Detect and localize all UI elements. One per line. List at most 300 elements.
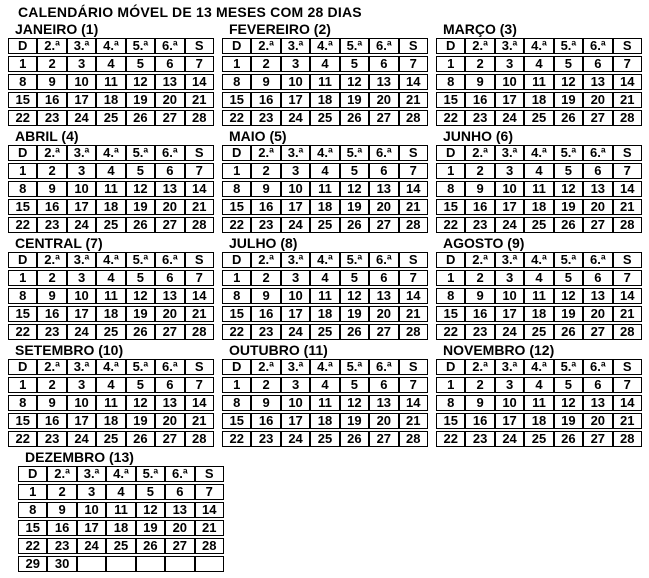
day-cell: 26 — [554, 324, 583, 340]
day-cell: 14 — [399, 395, 428, 411]
day-cell: 5 — [126, 270, 155, 286]
week-row — [222, 324, 428, 340]
weekday-header-cell: 4.ª — [310, 145, 339, 161]
week-row — [436, 92, 642, 108]
day-cell: 7 — [399, 270, 428, 286]
day-cell: 2 — [47, 484, 76, 500]
day-cell: 16 — [251, 92, 280, 108]
week-row — [436, 217, 642, 233]
day-cell: 20 — [583, 92, 612, 108]
weekday-header-row — [222, 145, 428, 161]
day-cell: 5 — [340, 56, 369, 72]
day-cell: 8 — [222, 181, 251, 197]
day-cell: 9 — [465, 74, 494, 90]
month-block — [436, 235, 642, 342]
day-cell: 12 — [340, 288, 369, 304]
weekday-header-cell: 3.ª — [67, 252, 96, 268]
weekday-header-cell: 5.ª — [126, 359, 155, 375]
day-cell: 14 — [613, 181, 642, 197]
calendar-grid-row — [8, 128, 649, 235]
month-block — [222, 342, 428, 449]
day-cell: 18 — [96, 199, 125, 215]
day-cell: 27 — [583, 110, 612, 126]
page-title: CALENDÁRIO MÓVEL DE 13 MESES COM 28 DIAS — [18, 4, 362, 20]
day-cell: 14 — [613, 288, 642, 304]
weekday-header-cell: 2.ª — [465, 359, 494, 375]
day-cell: 28 — [613, 110, 642, 126]
day-cell: 28 — [185, 110, 214, 126]
week-row — [436, 110, 642, 126]
day-cell: 18 — [96, 92, 125, 108]
day-cell: 23 — [37, 324, 66, 340]
day-cell: 13 — [155, 395, 184, 411]
day-cell: 3 — [281, 163, 310, 179]
weekday-header-cell: 5.ª — [136, 466, 165, 482]
day-cell: 20 — [155, 306, 184, 322]
day-cell: 24 — [495, 110, 524, 126]
day-cell: 14 — [185, 181, 214, 197]
weekday-header-row — [222, 38, 428, 54]
weekday-header-cell: D — [436, 359, 465, 375]
day-cell: 7 — [195, 484, 224, 500]
day-cell: 1 — [436, 377, 465, 393]
day-cell: 26 — [554, 110, 583, 126]
weekday-header-row — [8, 145, 214, 161]
calendar-grid-row — [8, 21, 649, 128]
weekday-header-cell: 6.ª — [155, 145, 184, 161]
day-cell: 26 — [126, 110, 155, 126]
weekday-header-cell: D — [18, 466, 47, 482]
day-cell: 4 — [310, 56, 339, 72]
day-cell: 6 — [583, 377, 612, 393]
day-cell: 21 — [399, 306, 428, 322]
day-cell: 1 — [8, 270, 37, 286]
weekday-header-cell: 2.ª — [37, 145, 66, 161]
weekday-header-cell: 5.ª — [340, 145, 369, 161]
weekday-header-cell: 4.ª — [310, 252, 339, 268]
week-row — [436, 163, 642, 179]
day-cell: 6 — [583, 56, 612, 72]
day-cell: 25 — [106, 538, 135, 554]
day-cell: 11 — [524, 181, 553, 197]
day-cell: 4 — [106, 484, 135, 500]
week-row — [8, 324, 214, 340]
day-cell: 12 — [554, 181, 583, 197]
weekday-header-cell: D — [8, 38, 37, 54]
week-row — [18, 520, 224, 536]
day-cell: 1 — [222, 270, 251, 286]
weekday-header-cell: 4.ª — [96, 252, 125, 268]
weekday-header-cell: S — [399, 145, 428, 161]
day-cell: 16 — [251, 306, 280, 322]
day-cell: 1 — [222, 163, 251, 179]
month-block — [436, 128, 642, 235]
day-cell: 13 — [155, 181, 184, 197]
day-cell: 8 — [436, 288, 465, 304]
day-cell: 19 — [554, 413, 583, 429]
day-cell: 11 — [106, 502, 135, 518]
week-row — [222, 413, 428, 429]
weekday-header-row — [436, 38, 642, 54]
day-cell: 16 — [465, 413, 494, 429]
weekday-header-cell: 4.ª — [524, 145, 553, 161]
weekday-header-cell: 5.ª — [340, 252, 369, 268]
month-table — [436, 36, 642, 128]
day-cell: 16 — [465, 199, 494, 215]
month-label: DEZEMBRO (13) — [25, 449, 134, 465]
weekday-header-cell: D — [8, 252, 37, 268]
day-cell: 24 — [281, 217, 310, 233]
day-cell: 8 — [8, 288, 37, 304]
day-cell: 25 — [96, 324, 125, 340]
day-cell: 23 — [251, 110, 280, 126]
day-cell: 10 — [281, 74, 310, 90]
weekday-header-cell: 3.ª — [67, 145, 96, 161]
day-cell: 28 — [399, 431, 428, 447]
week-row — [8, 74, 214, 90]
weekday-header-cell: 6.ª — [155, 359, 184, 375]
day-cell: 21 — [185, 413, 214, 429]
weekday-header-cell: 3.ª — [495, 145, 524, 161]
calendar-grid-row — [8, 342, 649, 449]
day-cell: 19 — [554, 199, 583, 215]
weekday-header-cell: 5.ª — [340, 38, 369, 54]
day-cell: 26 — [554, 431, 583, 447]
weekday-header-cell: 3.ª — [281, 359, 310, 375]
day-cell: 22 — [8, 110, 37, 126]
weekday-header-cell: S — [195, 466, 224, 482]
day-cell: 3 — [67, 163, 96, 179]
week-row — [18, 556, 224, 572]
weekday-header-row — [8, 252, 214, 268]
day-cell: 27 — [583, 431, 612, 447]
month-table — [222, 36, 428, 128]
day-cell: 9 — [465, 395, 494, 411]
month-label: OUTUBRO (11) — [229, 342, 328, 358]
weekday-header-row — [18, 466, 224, 482]
day-cell: 5 — [340, 270, 369, 286]
day-cell: 17 — [67, 306, 96, 322]
weekday-header-cell: 6.ª — [155, 38, 184, 54]
day-cell: 24 — [281, 324, 310, 340]
week-row — [8, 288, 214, 304]
day-cell: 25 — [96, 110, 125, 126]
month-block — [8, 21, 214, 128]
week-row — [436, 431, 642, 447]
weekday-header-cell: D — [8, 359, 37, 375]
weekday-header-cell: 4.ª — [524, 359, 553, 375]
day-cell: 7 — [185, 56, 214, 72]
day-cell: 20 — [583, 413, 612, 429]
day-cell: 18 — [96, 413, 125, 429]
weekday-header-cell: S — [399, 252, 428, 268]
week-row — [222, 163, 428, 179]
weekday-header-cell: D — [436, 38, 465, 54]
day-cell: 6 — [155, 163, 184, 179]
weekday-header-row — [436, 359, 642, 375]
day-cell: 7 — [185, 270, 214, 286]
month-table — [8, 36, 214, 128]
weekday-header-row — [436, 252, 642, 268]
day-cell: 11 — [310, 74, 339, 90]
day-cell: 3 — [67, 270, 96, 286]
weekday-header-cell: 2.ª — [465, 38, 494, 54]
day-cell: 22 — [436, 110, 465, 126]
day-cell: 14 — [185, 74, 214, 90]
day-cell: 12 — [340, 395, 369, 411]
day-cell: 22 — [18, 538, 47, 554]
weekday-header-cell: 2.ª — [251, 359, 280, 375]
month-label: MAIO (5) — [229, 128, 287, 144]
month-block — [222, 21, 428, 128]
day-cell: 3 — [281, 270, 310, 286]
day-cell: 3 — [495, 377, 524, 393]
day-cell: 14 — [399, 288, 428, 304]
day-cell: 26 — [340, 431, 369, 447]
month-block — [436, 342, 642, 449]
day-cell: 1 — [436, 56, 465, 72]
day-cell: 10 — [67, 74, 96, 90]
weekday-header-cell: 3.ª — [495, 252, 524, 268]
day-cell: 13 — [583, 288, 612, 304]
day-cell: 23 — [251, 324, 280, 340]
day-cell: 21 — [613, 92, 642, 108]
day-cell: 6 — [369, 56, 398, 72]
day-cell: 11 — [310, 288, 339, 304]
weekday-header-cell: 5.ª — [340, 359, 369, 375]
day-cell: 17 — [281, 306, 310, 322]
day-cell: 26 — [554, 217, 583, 233]
day-cell: 4 — [310, 163, 339, 179]
day-cell: 12 — [126, 395, 155, 411]
day-cell: 18 — [524, 306, 553, 322]
day-cell: 22 — [222, 324, 251, 340]
day-cell: 21 — [185, 199, 214, 215]
day-cell: 20 — [155, 92, 184, 108]
day-cell: 18 — [524, 199, 553, 215]
day-cell: 2 — [37, 270, 66, 286]
week-row — [8, 110, 214, 126]
weekday-header-cell: 5.ª — [126, 145, 155, 161]
day-cell: 16 — [47, 520, 76, 536]
weekday-header-cell: 6.ª — [583, 38, 612, 54]
week-row — [436, 324, 642, 340]
day-cell: 18 — [310, 413, 339, 429]
weekday-header-cell: 5.ª — [126, 252, 155, 268]
day-cell: 27 — [155, 217, 184, 233]
day-cell: 3 — [495, 270, 524, 286]
day-cell: 9 — [251, 288, 280, 304]
day-cell: 10 — [495, 181, 524, 197]
week-row — [222, 92, 428, 108]
month-label: SETEMBRO (10) — [15, 342, 124, 358]
day-cell: 11 — [96, 74, 125, 90]
day-cell: 22 — [436, 431, 465, 447]
day-cell: 14 — [613, 395, 642, 411]
weekday-header-cell: D — [222, 359, 251, 375]
weekday-header-cell: 2.ª — [37, 38, 66, 54]
calendar-grid-row — [8, 235, 649, 342]
day-cell: 5 — [554, 270, 583, 286]
day-cell: 17 — [67, 413, 96, 429]
day-cell — [136, 556, 165, 572]
day-cell: 13 — [369, 181, 398, 197]
day-cell: 20 — [369, 306, 398, 322]
day-cell: 5 — [126, 56, 155, 72]
day-cell: 17 — [495, 413, 524, 429]
month-label: ABRIL (4) — [15, 128, 79, 144]
day-cell: 9 — [251, 181, 280, 197]
day-cell: 13 — [583, 74, 612, 90]
day-cell: 4 — [96, 56, 125, 72]
month-table — [8, 143, 214, 235]
day-cell: 11 — [524, 288, 553, 304]
day-cell: 27 — [583, 217, 612, 233]
day-cell: 14 — [613, 74, 642, 90]
week-row — [18, 484, 224, 500]
week-row — [222, 74, 428, 90]
day-cell: 19 — [340, 92, 369, 108]
weekday-header-cell: 6.ª — [165, 466, 194, 482]
weekday-header-row — [8, 359, 214, 375]
day-cell: 9 — [465, 181, 494, 197]
day-cell: 27 — [583, 324, 612, 340]
weekday-header-cell: 5.ª — [554, 145, 583, 161]
weekday-header-cell: 3.ª — [67, 38, 96, 54]
week-row — [436, 306, 642, 322]
day-cell: 27 — [369, 431, 398, 447]
day-cell: 12 — [126, 288, 155, 304]
day-cell: 4 — [524, 270, 553, 286]
day-cell: 15 — [8, 306, 37, 322]
week-row — [222, 181, 428, 197]
day-cell: 23 — [251, 217, 280, 233]
day-cell: 11 — [310, 181, 339, 197]
day-cell: 9 — [47, 502, 76, 518]
day-cell: 7 — [613, 163, 642, 179]
day-cell: 6 — [155, 270, 184, 286]
day-cell: 28 — [185, 431, 214, 447]
month-block — [18, 449, 224, 574]
day-cell: 11 — [524, 395, 553, 411]
weekday-header-cell: 3.ª — [495, 359, 524, 375]
day-cell: 28 — [185, 324, 214, 340]
day-cell: 14 — [185, 395, 214, 411]
day-cell: 3 — [281, 56, 310, 72]
day-cell: 24 — [281, 110, 310, 126]
day-cell: 25 — [524, 431, 553, 447]
day-cell: 9 — [37, 74, 66, 90]
day-cell: 17 — [495, 199, 524, 215]
day-cell: 22 — [8, 431, 37, 447]
day-cell: 9 — [37, 181, 66, 197]
day-cell: 6 — [155, 377, 184, 393]
day-cell: 8 — [436, 74, 465, 90]
day-cell: 21 — [399, 199, 428, 215]
day-cell: 12 — [126, 74, 155, 90]
weekday-header-cell: S — [613, 252, 642, 268]
day-cell: 26 — [126, 324, 155, 340]
day-cell: 20 — [155, 413, 184, 429]
day-cell: 16 — [465, 92, 494, 108]
day-cell: 26 — [340, 324, 369, 340]
day-cell: 19 — [136, 520, 165, 536]
day-cell: 24 — [67, 324, 96, 340]
day-cell: 20 — [369, 92, 398, 108]
weekday-header-cell: 2.ª — [465, 145, 494, 161]
day-cell: 27 — [155, 324, 184, 340]
day-cell: 6 — [155, 56, 184, 72]
day-cell: 7 — [399, 56, 428, 72]
day-cell: 13 — [369, 74, 398, 90]
day-cell: 13 — [165, 502, 194, 518]
day-cell: 25 — [524, 110, 553, 126]
month-table — [8, 250, 214, 342]
day-cell: 28 — [185, 217, 214, 233]
day-cell: 16 — [465, 306, 494, 322]
day-cell: 12 — [340, 181, 369, 197]
day-cell: 27 — [165, 538, 194, 554]
day-cell: 11 — [96, 288, 125, 304]
weekday-header-cell: S — [613, 145, 642, 161]
day-cell: 25 — [310, 217, 339, 233]
weekday-header-cell: 2.ª — [251, 145, 280, 161]
month-table — [436, 357, 642, 449]
day-cell — [106, 556, 135, 572]
day-cell: 9 — [465, 288, 494, 304]
day-cell: 17 — [67, 92, 96, 108]
day-cell: 6 — [369, 377, 398, 393]
calendar-grid — [8, 21, 649, 574]
month-block — [8, 128, 214, 235]
day-cell: 23 — [37, 110, 66, 126]
week-row — [8, 181, 214, 197]
day-cell: 3 — [495, 163, 524, 179]
day-cell: 2 — [251, 56, 280, 72]
day-cell: 19 — [126, 199, 155, 215]
day-cell: 23 — [465, 324, 494, 340]
day-cell: 12 — [126, 181, 155, 197]
weekday-header-cell: 6.ª — [583, 145, 612, 161]
day-cell: 23 — [465, 431, 494, 447]
day-cell: 3 — [67, 56, 96, 72]
month-block — [222, 128, 428, 235]
day-cell: 10 — [77, 502, 106, 518]
day-cell: 13 — [155, 288, 184, 304]
weekday-header-cell: S — [185, 145, 214, 161]
day-cell: 24 — [67, 217, 96, 233]
weekday-header-cell: S — [613, 359, 642, 375]
day-cell: 16 — [37, 199, 66, 215]
day-cell: 19 — [340, 306, 369, 322]
week-row — [436, 74, 642, 90]
day-cell: 3 — [77, 484, 106, 500]
day-cell: 18 — [310, 306, 339, 322]
week-row — [436, 288, 642, 304]
day-cell: 15 — [436, 199, 465, 215]
month-label: JANEIRO (1) — [15, 21, 99, 37]
day-cell: 15 — [222, 306, 251, 322]
weekday-header-cell: 2.ª — [37, 359, 66, 375]
day-cell: 17 — [495, 92, 524, 108]
day-cell: 17 — [281, 413, 310, 429]
day-cell: 21 — [613, 306, 642, 322]
day-cell: 22 — [222, 217, 251, 233]
day-cell: 24 — [281, 431, 310, 447]
weekday-header-cell: 3.ª — [281, 38, 310, 54]
weekday-header-cell: 4.ª — [524, 252, 553, 268]
day-cell: 22 — [8, 324, 37, 340]
